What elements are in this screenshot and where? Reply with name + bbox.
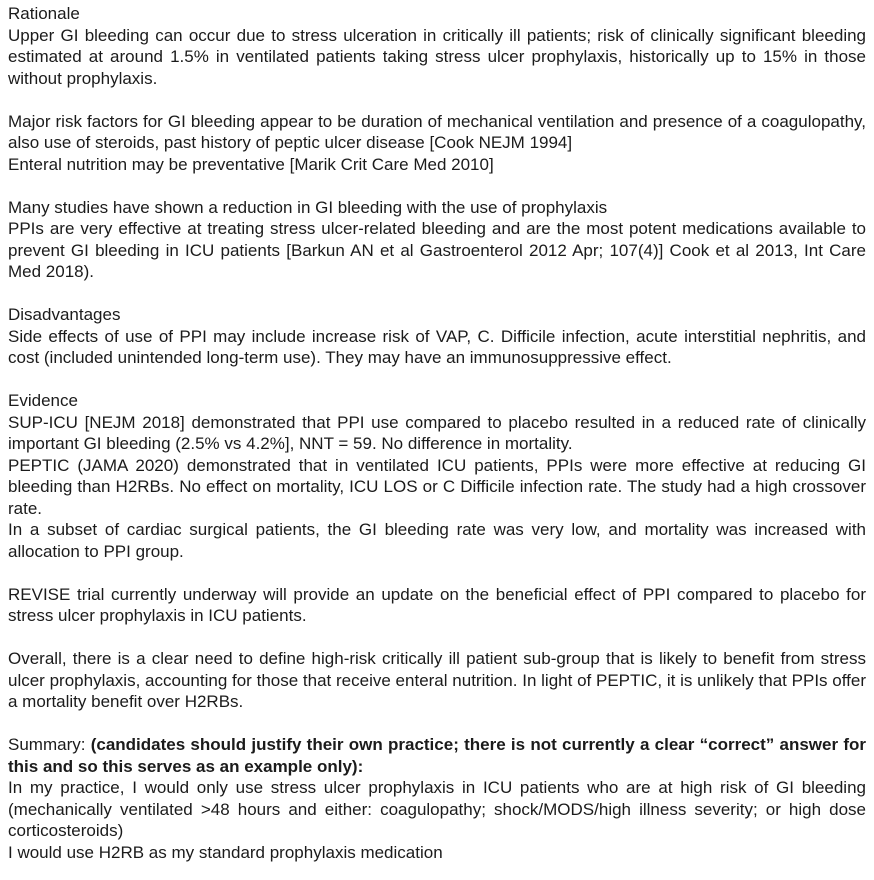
disadvantages-heading: Disadvantages: [8, 305, 121, 324]
section-overall: [8, 648, 866, 713]
overall-paragraph: Overall, there is a clear need to define high-risk critically ill patient sub-group that is likely to benefit from stress ulcer prophylaxis, accounting for those that receive enteral nutrition. In light of PEPTIC, it is unlikely that PPIs offer a mortality benefit over H2RBs.: [8, 649, 866, 711]
section-summary: [8, 734, 866, 863]
summary-practice-paragraph: In my practice, I would only use stress ulcer prophylaxis in ICU patients who are at high risk of GI bleeding (mechanically ventilated >48 hours and either: coagulopathy; shock/MODS/high illness severity; or high dose corticosteroids): [8, 778, 866, 840]
ppi-effectiveness-paragraph: PPIs are very effective at treating stress ulcer-related bleeding and are the most potent medications available to prevent GI bleeding in ICU patients [Barkun AN et al Gastroenterol 2012 Apr; 107(4)] Cook et al 2013, Int Care Med 2018).: [8, 219, 866, 281]
section-evidence: [8, 390, 866, 562]
section-prophylaxis-benefit: [8, 197, 866, 283]
prophylaxis-reduction-note: Many studies have shown a reduction in GI bleeding with the use of prophylaxis: [8, 197, 608, 217]
section-revise-trial: [8, 584, 866, 627]
revise-trial-paragraph: REVISE trial currently underway will provide an update on the beneficial effect of PPI compared to placebo for stress ulcer prophylaxis in ICU patients.: [8, 584, 866, 625]
summary-heading-paragraph: [8, 734, 866, 777]
evidence-heading: Evidence: [8, 391, 78, 410]
section-disadvantages: [8, 304, 866, 369]
cardiac-subset-paragraph: In a subset of cardiac surgical patients, the GI bleeding rate was very low, and mortality was increased with allocation to PPI group.: [8, 520, 866, 561]
summary-bold-note: (candidates should justify their own practice; there is not currently a clear “correct” answer for this and so this serves as an example only):: [8, 735, 866, 776]
rationale-body: Upper GI bleeding can occur due to stress ulceration in critically ill patients; risk of clinically significant bleeding estimated at around 1.5% in ventilated patients taking stress ulcer prophylaxis, historically up to 15% in those without prophylaxis.: [8, 25, 866, 88]
section-rationale: [8, 3, 866, 89]
sup-icu-trial-paragraph: SUP-ICU [NEJM 2018] demonstrated that PPI use compared to placebo resulted in a reduced rate of clinically important GI bleeding (2.5% vs 4.2%], NNT = 59. No difference in mortality.: [8, 412, 866, 453]
risk-factors-paragraph: Major risk factors for GI bleeding appear to be duration of mechanical ventilation and presence of a coagulopathy, also use of steroids, past history of peptic ulcer disease [Cook NEJM 1994]: [8, 111, 866, 152]
summary-medication-line: I would use H2RB as my standard prophylaxis medication: [8, 842, 443, 862]
enteral-nutrition-note: Enteral nutrition may be preventative [Marik Crit Care Med 2010]: [8, 154, 494, 174]
section-risk-factors: [8, 111, 866, 176]
peptic-trial-paragraph: PEPTIC (JAMA 2020) demonstrated that in ventilated ICU patients, PPIs were more effective at reducing GI bleeding than H2RBs. No effect on mortality, ICU LOS or C Difficile infection rate. The study had a high crossover rate.: [8, 455, 866, 518]
disadvantages-body: Side effects of use of PPI may include increase risk of VAP, C. Difficile infection, acute interstitial nephritis, and cost (included unintended long-term use). They may have an immunosuppressive effect.: [8, 326, 866, 367]
summary-label: Summary:: [8, 735, 91, 754]
rationale-heading: Rationale: [8, 4, 80, 23]
